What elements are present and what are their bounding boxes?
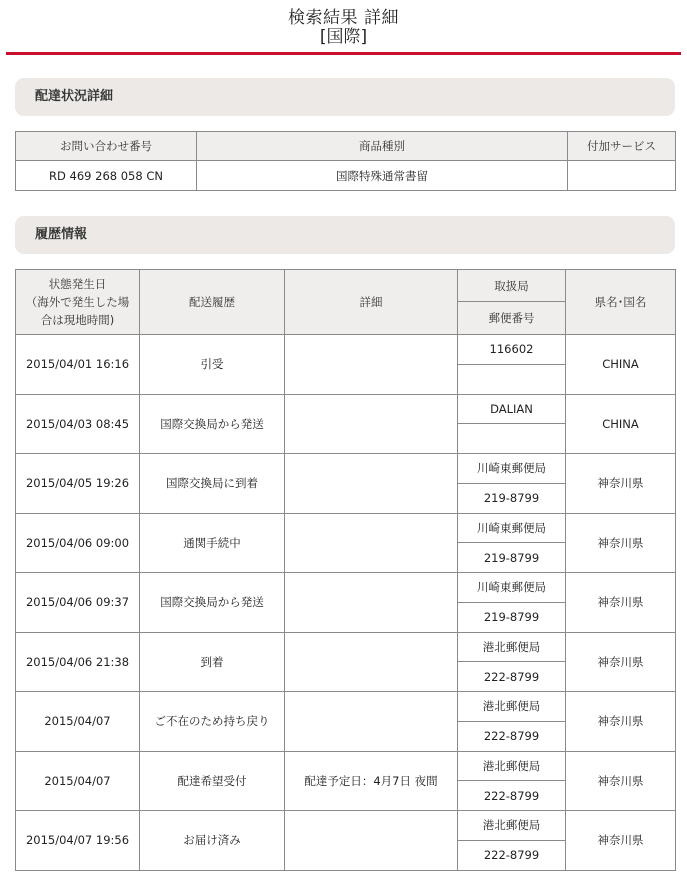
history-row (16, 811, 676, 841)
history-status: 通関手続中 (140, 513, 285, 573)
history-section-title: 履歴情報 (35, 227, 88, 242)
history-row (16, 751, 676, 781)
history-status: 到着 (140, 632, 285, 692)
history-row (16, 335, 676, 365)
tracking-number: RD 469 268 058 CN (16, 161, 197, 191)
history-row (16, 632, 676, 662)
history-region: CHINA (566, 335, 676, 395)
history-postal-code: 222-8799 (458, 781, 566, 811)
history-postal-code: 222-8799 (458, 840, 566, 870)
col-date (16, 270, 140, 335)
col-product-type: 商品種別 (197, 132, 568, 161)
history-details (285, 811, 458, 871)
col-office: 取扱局 (458, 270, 566, 302)
history-date: 2015/04/03 08:45 (16, 394, 140, 454)
history-office: 港北郵便局 (458, 632, 566, 662)
history-office: 港北郵便局 (458, 692, 566, 722)
delivery-summary-table (15, 131, 676, 191)
col-date-line3: 合は現地時間) (40, 313, 115, 327)
history-date: 2015/04/05 19:26 (16, 454, 140, 514)
history-header-row (16, 270, 676, 302)
history-details (285, 692, 458, 752)
history-postal-code (458, 424, 566, 454)
col-postal-code: 郵便番号 (458, 302, 566, 335)
history-row (16, 394, 676, 424)
history-office: 116602 (458, 335, 566, 365)
history-region: 神奈川県 (566, 632, 676, 692)
history-details (285, 335, 458, 395)
page-title: 検索結果 詳細 (288, 8, 399, 28)
col-date-line2: （海外で発生した場 (25, 295, 130, 309)
history-postal-code: 219-8799 (458, 602, 566, 632)
history-postal-code: 219-8799 (458, 543, 566, 573)
history-office: 港北郵便局 (458, 751, 566, 781)
history-date: 2015/04/07 19:56 (16, 811, 140, 871)
history-region: 神奈川県 (566, 454, 676, 514)
delivery-summary-header-row (16, 132, 676, 161)
history-details (285, 394, 458, 454)
history-status: 国際交換局から発送 (140, 394, 285, 454)
product-type: 国際特殊通常書留 (197, 161, 568, 191)
delivery-status-section-title: 配達状況詳細 (35, 89, 114, 104)
history-postal-code (458, 364, 566, 394)
history-status: 引受 (140, 335, 285, 395)
col-additional-service: 付加サービス (568, 132, 676, 161)
history-date: 2015/04/07 (16, 751, 140, 811)
page-header (0, 0, 687, 58)
history-office: DALIAN (458, 394, 566, 424)
col-status: 配送履歴 (140, 270, 285, 335)
history-region: 神奈川県 (566, 513, 676, 573)
history-section-header (15, 216, 675, 254)
history-date: 2015/04/06 09:37 (16, 573, 140, 633)
history-postal-code: 222-8799 (458, 662, 566, 692)
history-postal-code: 219-8799 (458, 483, 566, 513)
history-region: CHINA (566, 394, 676, 454)
history-details (285, 632, 458, 692)
history-region: 神奈川県 (566, 573, 676, 633)
history-row (16, 513, 676, 543)
history-status: ご不在のため持ち戻り (140, 692, 285, 752)
col-prefecture: 県名･国名 (566, 270, 676, 335)
history-status: お届け済み (140, 811, 285, 871)
history-row (16, 692, 676, 722)
history-details (285, 454, 458, 514)
history-date: 2015/04/06 21:38 (16, 632, 140, 692)
delivery-status-section-header (15, 78, 675, 116)
history-region: 神奈川県 (566, 692, 676, 752)
additional-service (568, 161, 676, 191)
history-details: 配達予定日：4月7日 夜間 (285, 751, 458, 811)
history-status: 国際交換局から発送 (140, 573, 285, 633)
history-office: 川崎東郵便局 (458, 454, 566, 484)
history-status: 国際交換局に到着 (140, 454, 285, 514)
history-date: 2015/04/07 (16, 692, 140, 752)
header-divider (6, 52, 681, 55)
history-status: 配達希望受付 (140, 751, 285, 811)
history-table (15, 269, 676, 871)
history-details (285, 513, 458, 573)
col-details: 詳細 (285, 270, 458, 335)
history-details (285, 573, 458, 633)
history-region: 神奈川県 (566, 811, 676, 871)
delivery-summary-row (16, 161, 676, 191)
page-subtitle: [国際] (319, 27, 368, 47)
history-office: 川崎東郵便局 (458, 513, 566, 543)
history-row (16, 573, 676, 603)
history-office: 川崎東郵便局 (458, 573, 566, 603)
history-date: 2015/04/01 16:16 (16, 335, 140, 395)
history-office: 港北郵便局 (458, 811, 566, 841)
history-row (16, 454, 676, 484)
col-date-line1: 状態発生日 (48, 277, 107, 291)
col-tracking-number: お問い合わせ番号 (16, 132, 197, 161)
history-date: 2015/04/06 09:00 (16, 513, 140, 573)
history-region: 神奈川県 (566, 751, 676, 811)
history-postal-code: 222-8799 (458, 721, 566, 751)
